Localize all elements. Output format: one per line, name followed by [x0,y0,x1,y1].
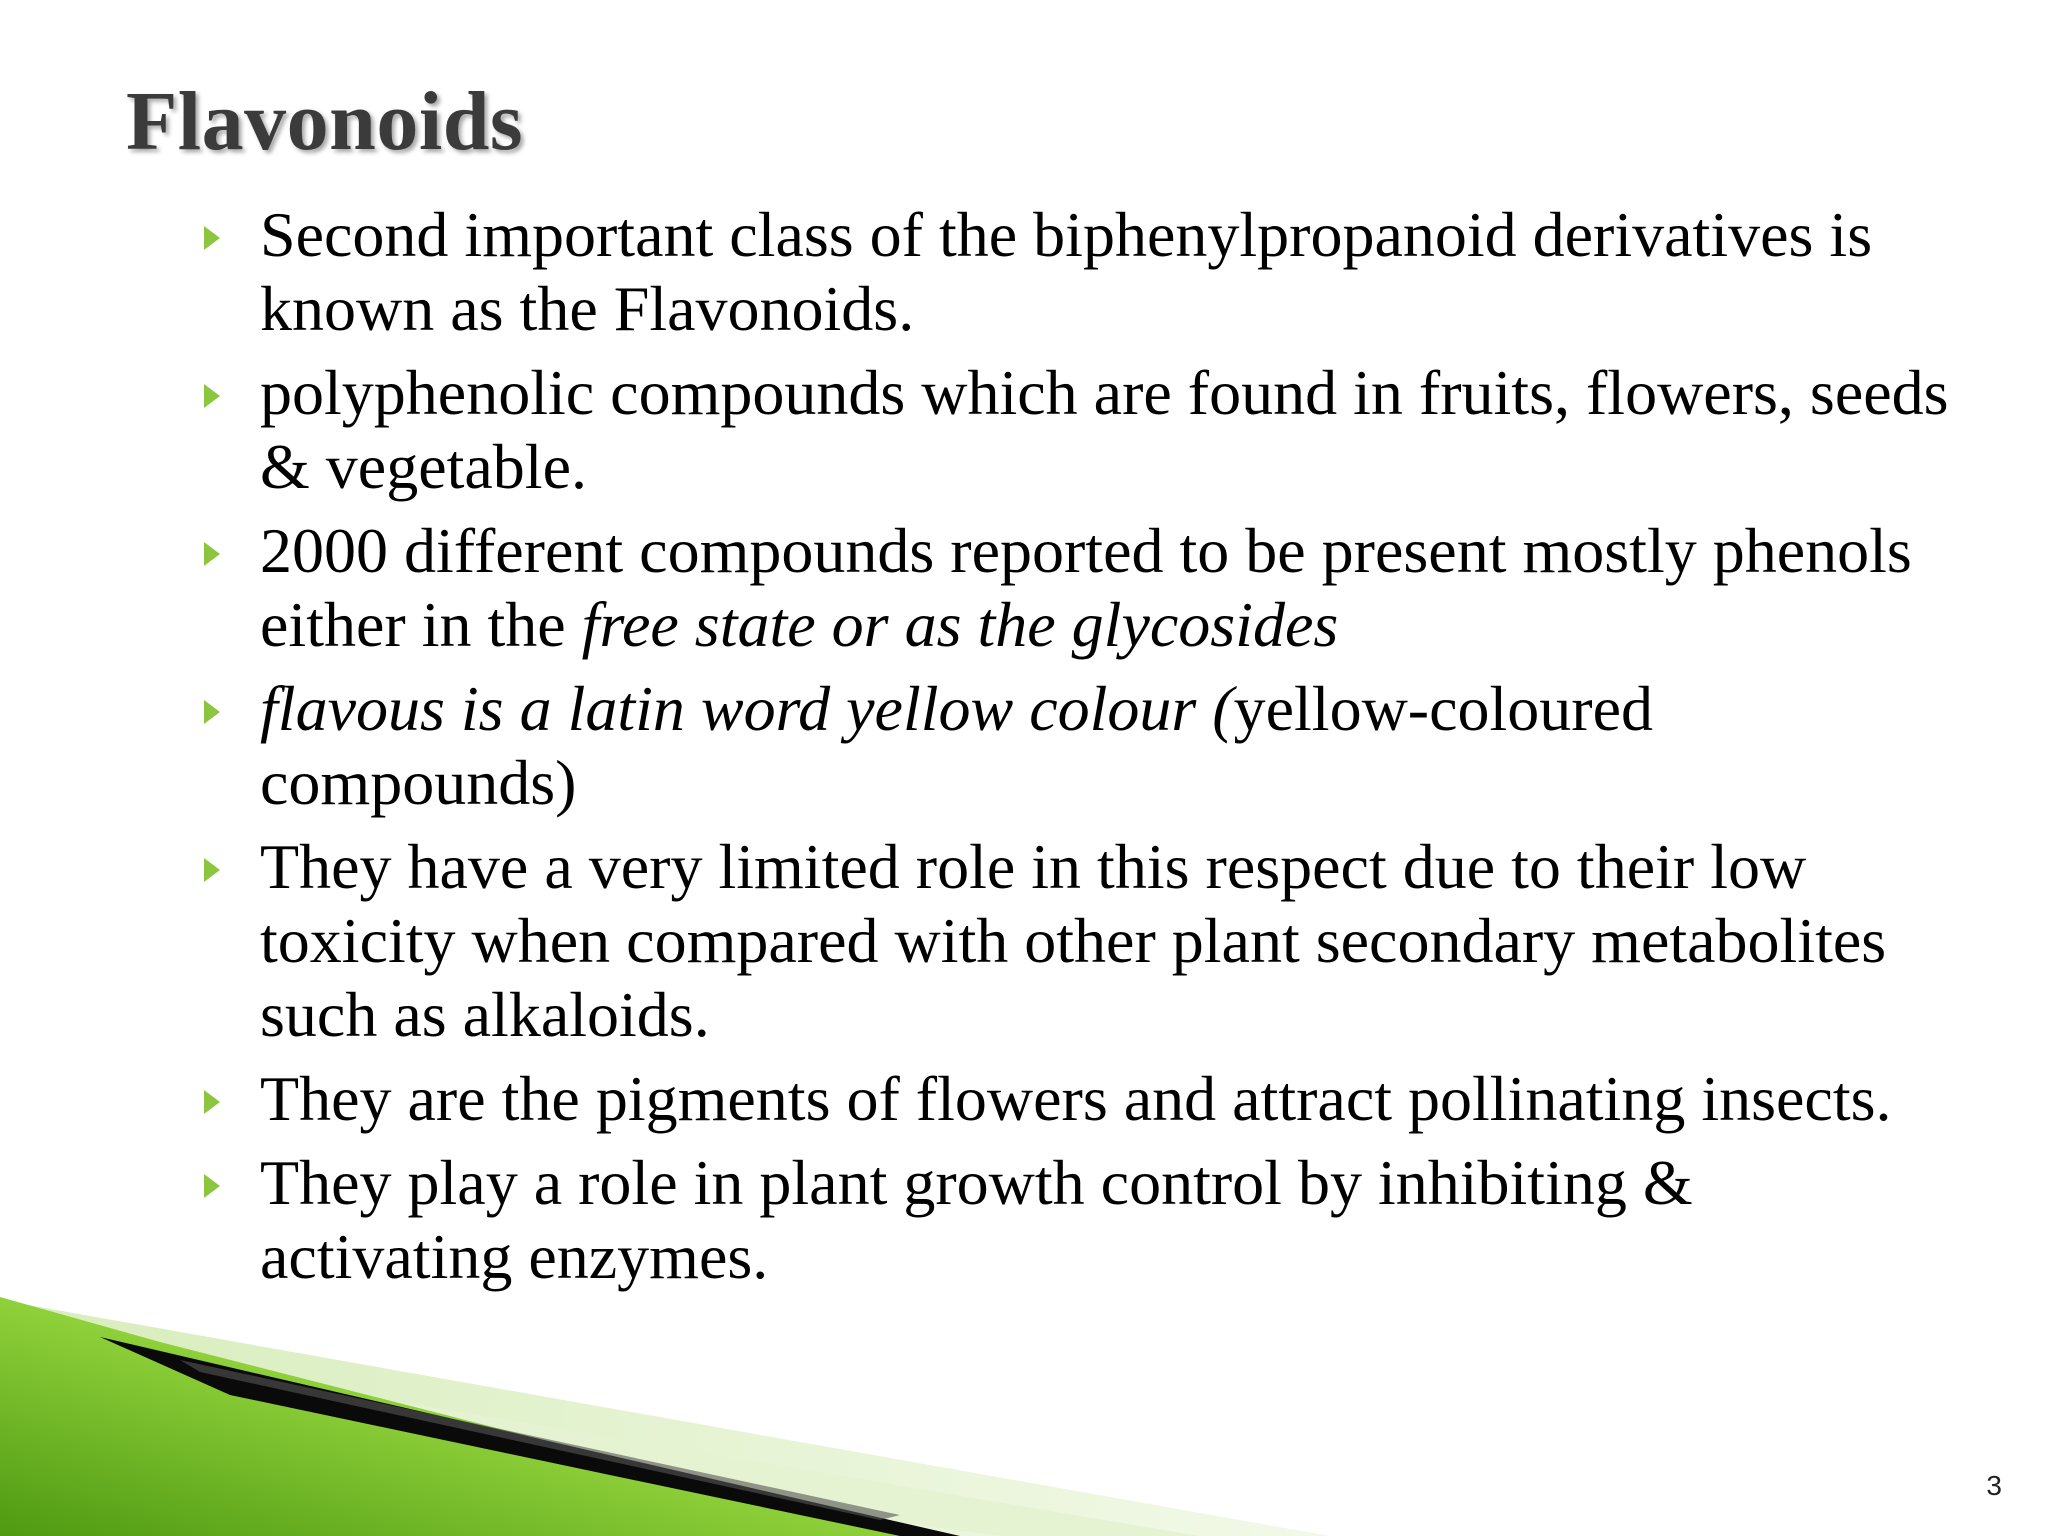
bullet-item [200,672,1960,820]
triangle-right-icon [204,226,220,250]
black-stripe [100,1337,960,1536]
bullet-list [200,198,1960,1304]
bullet-text: 2000 different compounds reported to be present mostly phenols either in the [260,515,1912,660]
bullet-text: They play a role in plant growth control by inhibiting & activating enzymes. [260,1147,1693,1292]
triangle-right-icon [204,384,220,408]
page-number: 3 [1986,1470,2002,1501]
green-band [0,1297,920,1536]
triangle-right-icon [204,700,220,724]
triangle-right-icon [204,1090,220,1114]
bullet-text: polyphenolic compounds which are found in fruits, flowers, seeds & vegetable. [260,357,1949,502]
bullet-item [200,830,1960,1052]
pale-green-wedge [0,1300,1330,1536]
triangle-right-icon [204,858,220,882]
bullet-item [200,1146,1960,1294]
bullet-item [200,198,1960,346]
bullet-item [200,356,1960,504]
triangle-right-icon [204,542,220,566]
bullet-text: They are the pigments of flowers and attract pollinating insects. [260,1063,1892,1134]
triangle-right-icon [204,1174,220,1198]
bullet-text: yellow-coloured compounds) [260,673,1653,818]
bullet-item [200,514,1960,662]
bullet-text: They have a very limited role in this respect due to their low toxicity when compared with other plant secondary metabolites such as alkaloids. [260,831,1887,1050]
pale-green-wedge-upper [0,1350,1200,1536]
bullet-text-italic: flavous is a latin word yellow colour ( [260,673,1234,744]
bullet-text-italic: free state or as the glycosides [581,589,1339,660]
grey-stripe [180,1360,900,1520]
bullet-item [200,1062,1960,1136]
bullet-text: Second important class of the biphenylpropanoid derivatives is known as the Flavonoids. [260,199,1873,344]
slide-title: Flavonoids [126,75,524,168]
